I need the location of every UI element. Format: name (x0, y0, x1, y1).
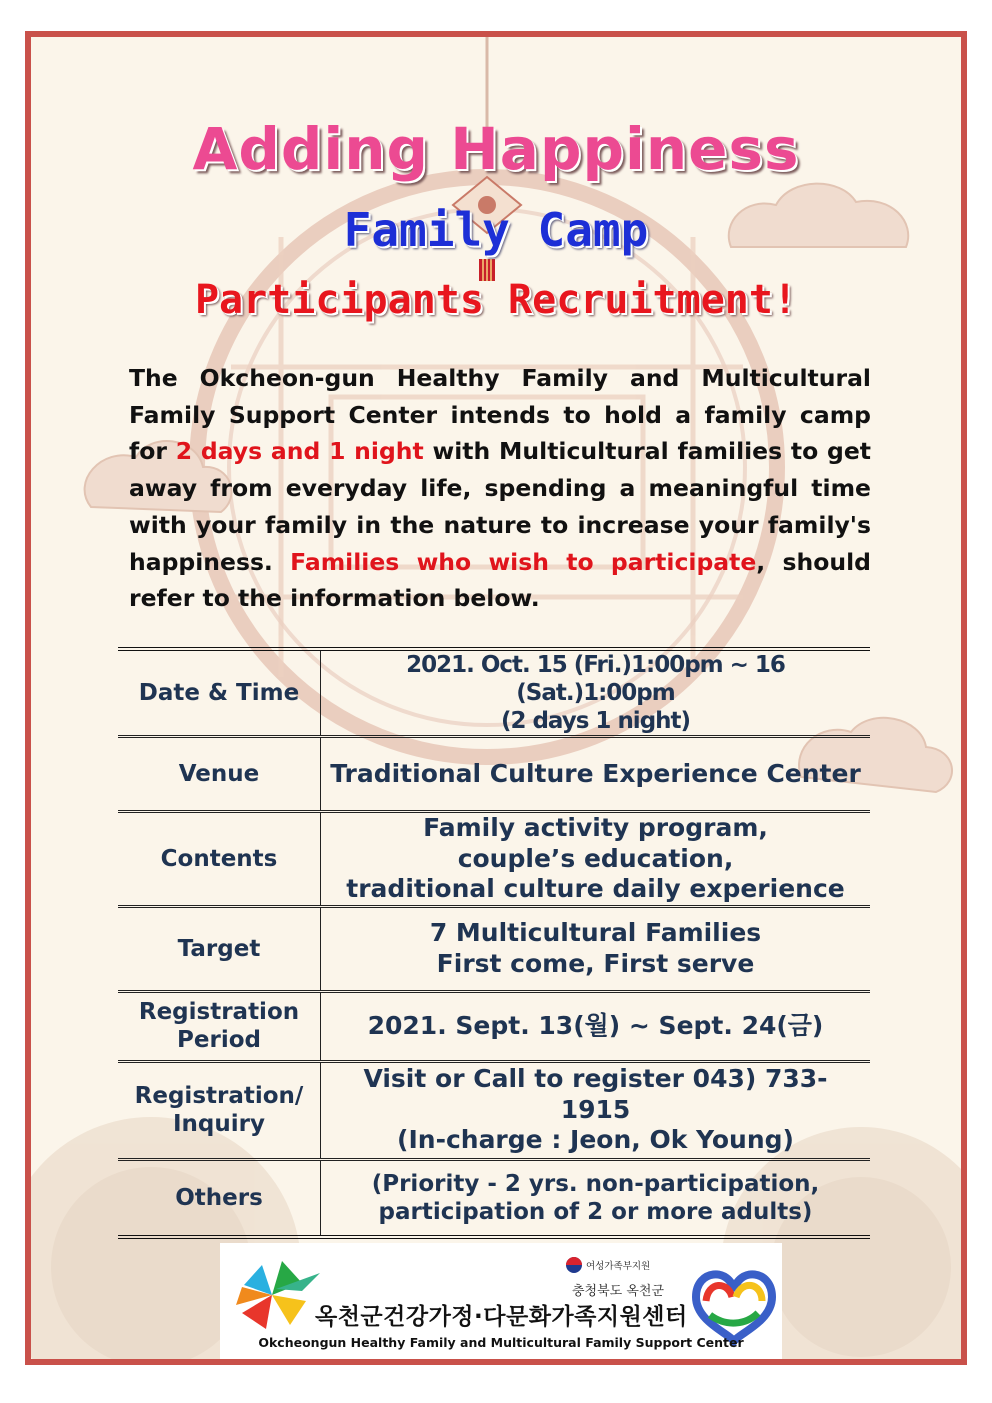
row-value-registration-inquiry: Visit or Call to register 043) 733-1915 (In-charge : Jeon, Ok Young) (321, 1061, 871, 1159)
intro-highlight-duration: 2 days and 1 night (175, 437, 424, 466)
heart-swirl-logo-icon (696, 1274, 772, 1341)
info-table (118, 647, 870, 1239)
table-row (118, 737, 870, 812)
logo-region-text: 충청북도 옥천군 (572, 1284, 665, 1299)
row-label-contents: Contents (118, 812, 321, 907)
intro-highlight-families: Families who wish to participate (290, 547, 757, 576)
ministry-emblem-icon (566, 1257, 582, 1273)
pinwheel-logo-icon (236, 1261, 320, 1329)
row-label-registration-period: Registration Period (118, 991, 321, 1061)
intro-text: with Multicultural families to get away from everyday life, spending a meaningful time with your family in the nature to increase your family's happiness. (129, 437, 872, 576)
poster-title: Adding Happiness (192, 115, 800, 183)
row-value-contents: Family activity program, couple’s education, traditional culture daily experience (321, 812, 871, 907)
row-label-venue: Venue (118, 737, 321, 812)
table-row (118, 649, 870, 737)
intro-paragraph (129, 360, 871, 617)
table-row (118, 1061, 870, 1159)
row-value-others: (Priority - 2 yrs. non-participation, participation of 2 or more adults) (371, 1170, 820, 1225)
table-row (118, 991, 870, 1061)
table-row (118, 812, 870, 907)
table-row (118, 1159, 870, 1237)
logo-ministry-text: 여성가족부지원 (586, 1261, 651, 1272)
logo-name-english: Okcheongun Healthy Family and Multicultural Family Support Center (258, 1335, 744, 1350)
row-label-others: Others (118, 1159, 321, 1237)
table-row (118, 906, 870, 991)
row-value-registration-period: 2021. Sept. 13(월) ~ Sept. 24(금) (321, 991, 871, 1061)
center-logo (220, 1243, 782, 1361)
row-label-registration-inquiry: Registration/ Inquiry (118, 1061, 321, 1159)
poster-subtitle: Family Camp (343, 203, 649, 257)
row-value-target: 7 Multicultural Families First come, First serve (321, 906, 871, 991)
row-value-venue: Traditional Culture Experience Center (321, 737, 871, 812)
poster-recruitment-heading: Participants Recruitment! (194, 277, 798, 323)
row-label-date-time: Date & Time (118, 649, 321, 737)
intro-text: , should refer to the information below. (129, 547, 871, 613)
logo-name-korean: 옥천군건강가정·다문화가족지원센터 (315, 1304, 688, 1330)
row-label-target: Target (118, 906, 321, 991)
intro-text: The Okcheon-gun Healthy Family and Multicultural Family Support Center intends to hold a family camp for (129, 364, 871, 466)
poster-frame (25, 31, 967, 1365)
row-value-date-time: 2021. Oct. 15 (Fri.)1:00pm ~ 16 (Sat.)1:00pm (2 days 1 night) (321, 649, 871, 737)
